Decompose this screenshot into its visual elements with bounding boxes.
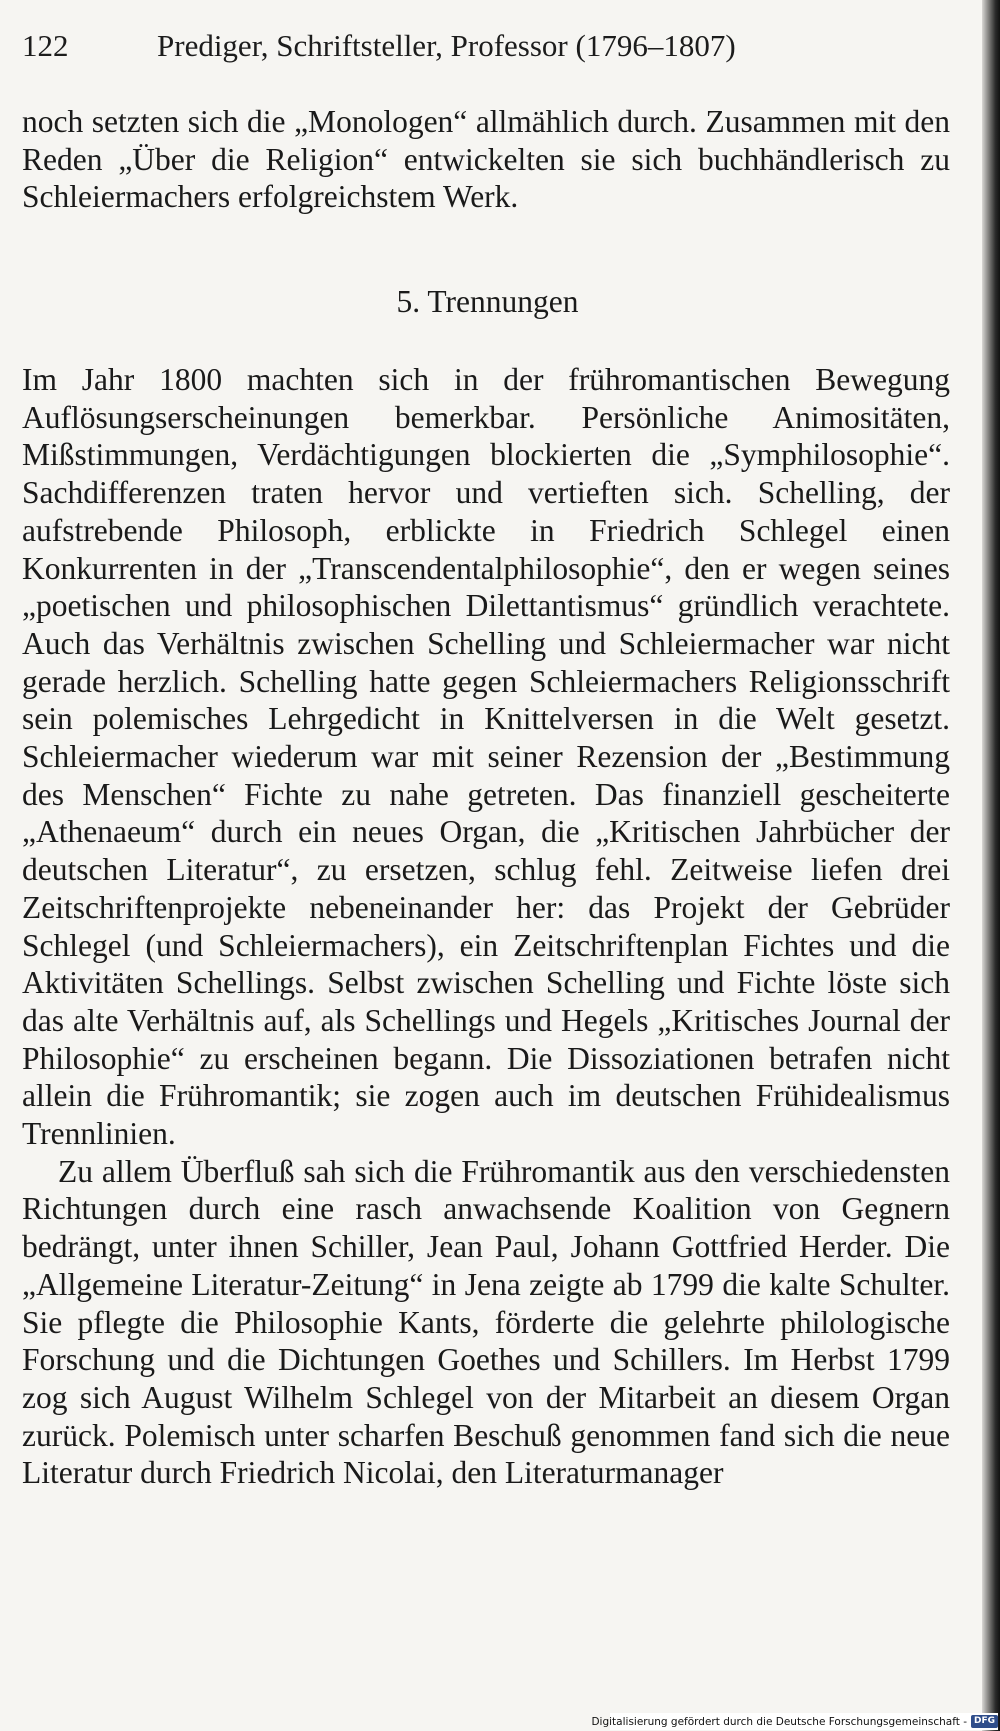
text-block-top (22, 103, 950, 216)
section-heading: 5. Trennungen (396, 284, 579, 319)
page-edge-shadow (982, 0, 1000, 1731)
text-block-main (22, 361, 950, 1492)
paragraph: Zu allem Überfluß sah sich die Frühromantik aus den verschiedensten Richtungen durch eine rasch anwachsende Koalition von Gegnern bedrängt, unter ihnen Schiller, Jean Paul, Johann Gottfried Herder. Die „Allgemeine Literatur-Zeitung“ in Jena zeigte ab 1799 die kalte Schulter. Sie pflegte die Philosophie Kants, förderte die gelehrte philologische Forschung und die Dichtungen Goethes und Schillers. Im Herbst 1799 zog sich August Wilhelm Schlegel von der Mitarbeit an diesem Organ zurück. Polemisch unter scharfen Beschuß genommen fand sich die neue Literatur durch Friedrich Nicolai, den Literaturmanager (22, 1153, 950, 1491)
paragraph: noch setzten sich die „Monologen“ allmählich durch. Zusammen mit den Reden „Über die Religion“ entwickelten sie sich buchhändlerisch zu Schleiermachers erfolgreichstem Werk. (22, 104, 950, 215)
page-number: 122 (22, 28, 69, 63)
paragraph: Im Jahr 1800 machten sich in der frühromantischen Bewegung Auflösungserscheinungen bemerkbar. Persönliche Animositäten, Mißstimmungen, Verdächtigungen blockierten die „Symphilosophie“. Sachdifferenzen traten hervor und vertieften sich. Schelling, der aufstrebende Philosoph, erblickte in Friedrich Schlegel einen Konkurrenten in der „Transcendentalphilosophie“, den er wegen seines „poetischen und philosophischen Dilettantismus“ gründlich verachtete. Auch das Verhältnis zwischen Schelling und Schleiermacher war nicht gerade herzlich. Schelling hatte gegen Schleiermachers Religionsschrift sein polemisches Lehrgedicht in Knittelversen in die Welt gesetzt. Schleiermacher wiederum war mit seiner Rezension der „Bestimmung des Menschen“ Fichte zu nahe getreten. Das finanziell gescheiterte „Athenaeum“ durch ein neues Organ, die „Kritischen Jahrbücher der deutschen Literatur“, zu ersetzen, schlug fehl. Zeitweise liefen drei Zeitschriftenprojekte nebeneinander her: das Projekt der Gebrüder Schlegel (und Schleiermachers), ein Zeitschriftenplan Fichtes und die Aktivitäten Schellings. Selbst zwischen Schelling und Fichte löste sich das alte Verhältnis auf, als Schellings und Hegels „Kritisches Journal der Philosophie“ zu erscheinen begann. Die Dissoziationen betrafen nicht allein die Frühromantik; sie zogen auch im deutschen Frühidealismus Trennlinien. (22, 362, 950, 1152)
footer-credit: Digitalisierung gefördert durch die Deutsche Forschungsgemeinschaft - (591, 1715, 967, 1728)
dfg-logo: DFG (971, 1715, 998, 1728)
digitization-footer (591, 1713, 998, 1730)
running-title: Prediger, Schriftsteller, Professor (1796–1807) (157, 28, 736, 63)
running-header (22, 28, 952, 64)
